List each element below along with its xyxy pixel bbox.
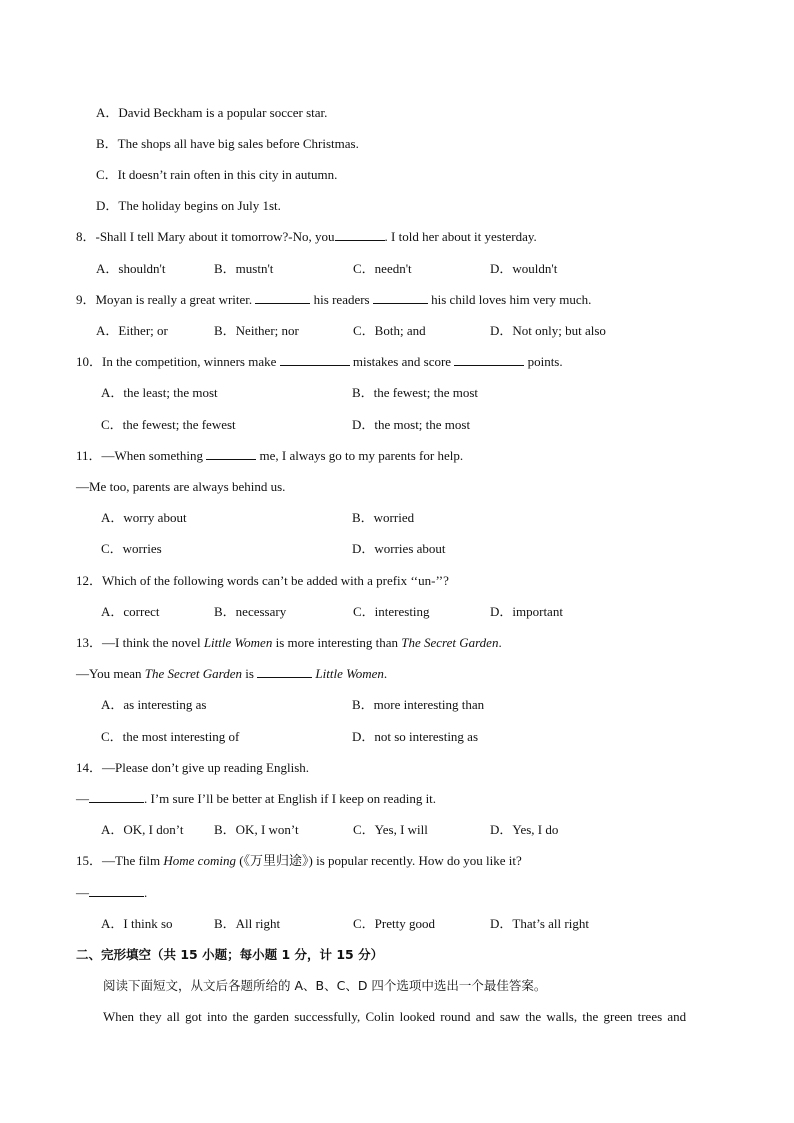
q13-option-b: B．more interesting than: [352, 697, 485, 712]
q13-reply-text-2: is: [241, 666, 258, 681]
q8-option-a: A．shouldn't: [96, 261, 166, 276]
q15-film-title: Home coming: [163, 853, 236, 868]
q9-stem: [76, 292, 591, 308]
q15-option-d: D．That’s all right: [490, 916, 589, 931]
q13-book-title-1: Little Women: [203, 635, 273, 650]
q15-stem: [76, 853, 522, 869]
q11-stem-text-1: 11．—When something: [76, 448, 207, 463]
q11-option-d: D．worries about: [352, 541, 446, 556]
q12-option-a: A．correct: [101, 604, 160, 619]
q9-option-a: A．Either; or: [96, 323, 168, 338]
q13-book-title-2: The Secret Garden: [401, 635, 499, 650]
q14-reply-dash: —: [76, 791, 89, 806]
q9-stem-text-1: 9．Moyan is really a great writer.: [76, 292, 256, 307]
q9-option-d: D．Not only; but also: [490, 323, 606, 338]
q12-stem: 12．Which of the following words can’t be added with a prefix ‘‘un-’’?: [76, 573, 449, 588]
q10-stem-text-2: mistakes and score: [349, 354, 455, 369]
q9-option-c: C．Both; and: [353, 323, 426, 338]
q15-blank: [89, 885, 144, 897]
q8-stem-text-after: . I told her about it yesterday.: [384, 229, 537, 244]
q13-reply-book-title-2: Little Women: [315, 666, 384, 681]
q11-stem: [76, 448, 463, 464]
q11-reply: —Me too, parents are always behind us.: [76, 479, 286, 494]
q10-option-d: D．the most; the most: [352, 417, 471, 432]
q13-option-d: D．not so interesting as: [352, 729, 479, 744]
q11-stem-text-2: me, I always go to my parents for help.: [256, 448, 464, 463]
q10-stem: [76, 354, 563, 370]
q12-option-b: B．necessary: [214, 604, 287, 619]
q7-option-a: A．David Beckham is a popular soccer star.: [96, 105, 328, 120]
q15-option-a: A．I think so: [101, 916, 173, 931]
q13-option-a: A．as interesting as: [101, 697, 207, 712]
q13-reply-text-1: —You mean: [76, 666, 145, 681]
passage-first-line: When they all got into the garden successfully, Colin looked round and saw the walls, the green trees and: [103, 1009, 687, 1024]
q10-stem-text-3: points.: [524, 354, 563, 369]
q13-stem-text-2: is more interesting than: [272, 635, 402, 650]
section-instruction: 阅读下面短文，从文后各题所给的 A、B、C、D 四个选项中选出一个最佳答案。: [103, 978, 547, 993]
q15-stem-text-1: 15．—The film: [76, 853, 164, 868]
q14-option-a: A．OK, I don’t: [101, 822, 184, 837]
q15-reply-period: .: [144, 885, 148, 900]
q13-reply-text-3: .: [383, 666, 388, 681]
q13-reply: [76, 666, 387, 682]
q14-reply: [76, 791, 436, 807]
q10-blank-2: [454, 354, 524, 366]
q15-option-b: B．All right: [214, 916, 281, 931]
q14-option-d: D．Yes, I do: [490, 822, 559, 837]
section-heading: 二、完形填空（共 15 小题；每小题 1 分，计 15 分）: [76, 947, 384, 962]
q15-reply-dash: —: [76, 885, 89, 900]
q13-stem-text-1: 13．—I think the novel: [76, 635, 204, 650]
q15-option-c: C．Pretty good: [353, 916, 435, 931]
q13-blank: [257, 666, 312, 678]
q14-option-c: C．Yes, I will: [353, 822, 428, 837]
q9-stem-text-3: his child loves him very much.: [427, 292, 592, 307]
q9-option-b: B．Neither; nor: [214, 323, 299, 338]
q14-option-b: B．OK, I won’t: [214, 822, 299, 837]
q15-reply: [76, 885, 147, 901]
q11-option-a: A．worry about: [101, 510, 187, 525]
q8-option-c: C．needn't: [353, 261, 412, 276]
q7-option-b: B．The shops all have big sales before Christmas.: [96, 136, 359, 151]
q10-option-a: A．the least; the most: [101, 385, 218, 400]
q8-stem: [76, 229, 537, 245]
q8-blank: [335, 229, 385, 241]
q9-blank-1: [255, 292, 310, 304]
q14-blank: [89, 791, 144, 803]
q10-option-b: B．the fewest; the most: [352, 385, 479, 400]
q9-blank-2: [373, 292, 428, 304]
q8-stem-text: 8．-Shall I tell Mary about it tomorrow?-No, you: [76, 229, 335, 244]
q15-stem-text-2: (《万里归途》) is popular recently. How do you like it?: [235, 853, 522, 868]
q10-blank-1: [280, 354, 350, 366]
q9-stem-text-2: his readers: [310, 292, 373, 307]
q12-option-c: C．interesting: [353, 604, 430, 619]
q8-option-b: B．mustn't: [214, 261, 274, 276]
q13-reply-book-title-1: The Secret Garden: [144, 666, 242, 681]
q8-option-d: D．wouldn't: [490, 261, 558, 276]
q13-option-c: C．the most interesting of: [101, 729, 240, 744]
q7-option-c: C．It doesn’t rain often in this city in autumn.: [96, 167, 338, 182]
q14-reply-text: . I’m sure I’ll be better at English if I keep on reading it.: [144, 791, 437, 806]
q12-option-d: D．important: [490, 604, 563, 619]
q11-option-c: C．worries: [101, 541, 162, 556]
q11-option-b: B．worried: [352, 510, 415, 525]
q13-stem-text-3: .: [498, 635, 502, 650]
q10-stem-text-1: 10．In the competition, winners make: [76, 354, 280, 369]
q11-blank: [206, 448, 256, 460]
q14-stem: 14．—Please don’t give up reading English.: [76, 760, 310, 775]
q13-stem: [76, 635, 502, 651]
q10-option-c: C．the fewest; the fewest: [101, 417, 236, 432]
q7-option-d: D．The holiday begins on July 1st.: [96, 198, 281, 213]
